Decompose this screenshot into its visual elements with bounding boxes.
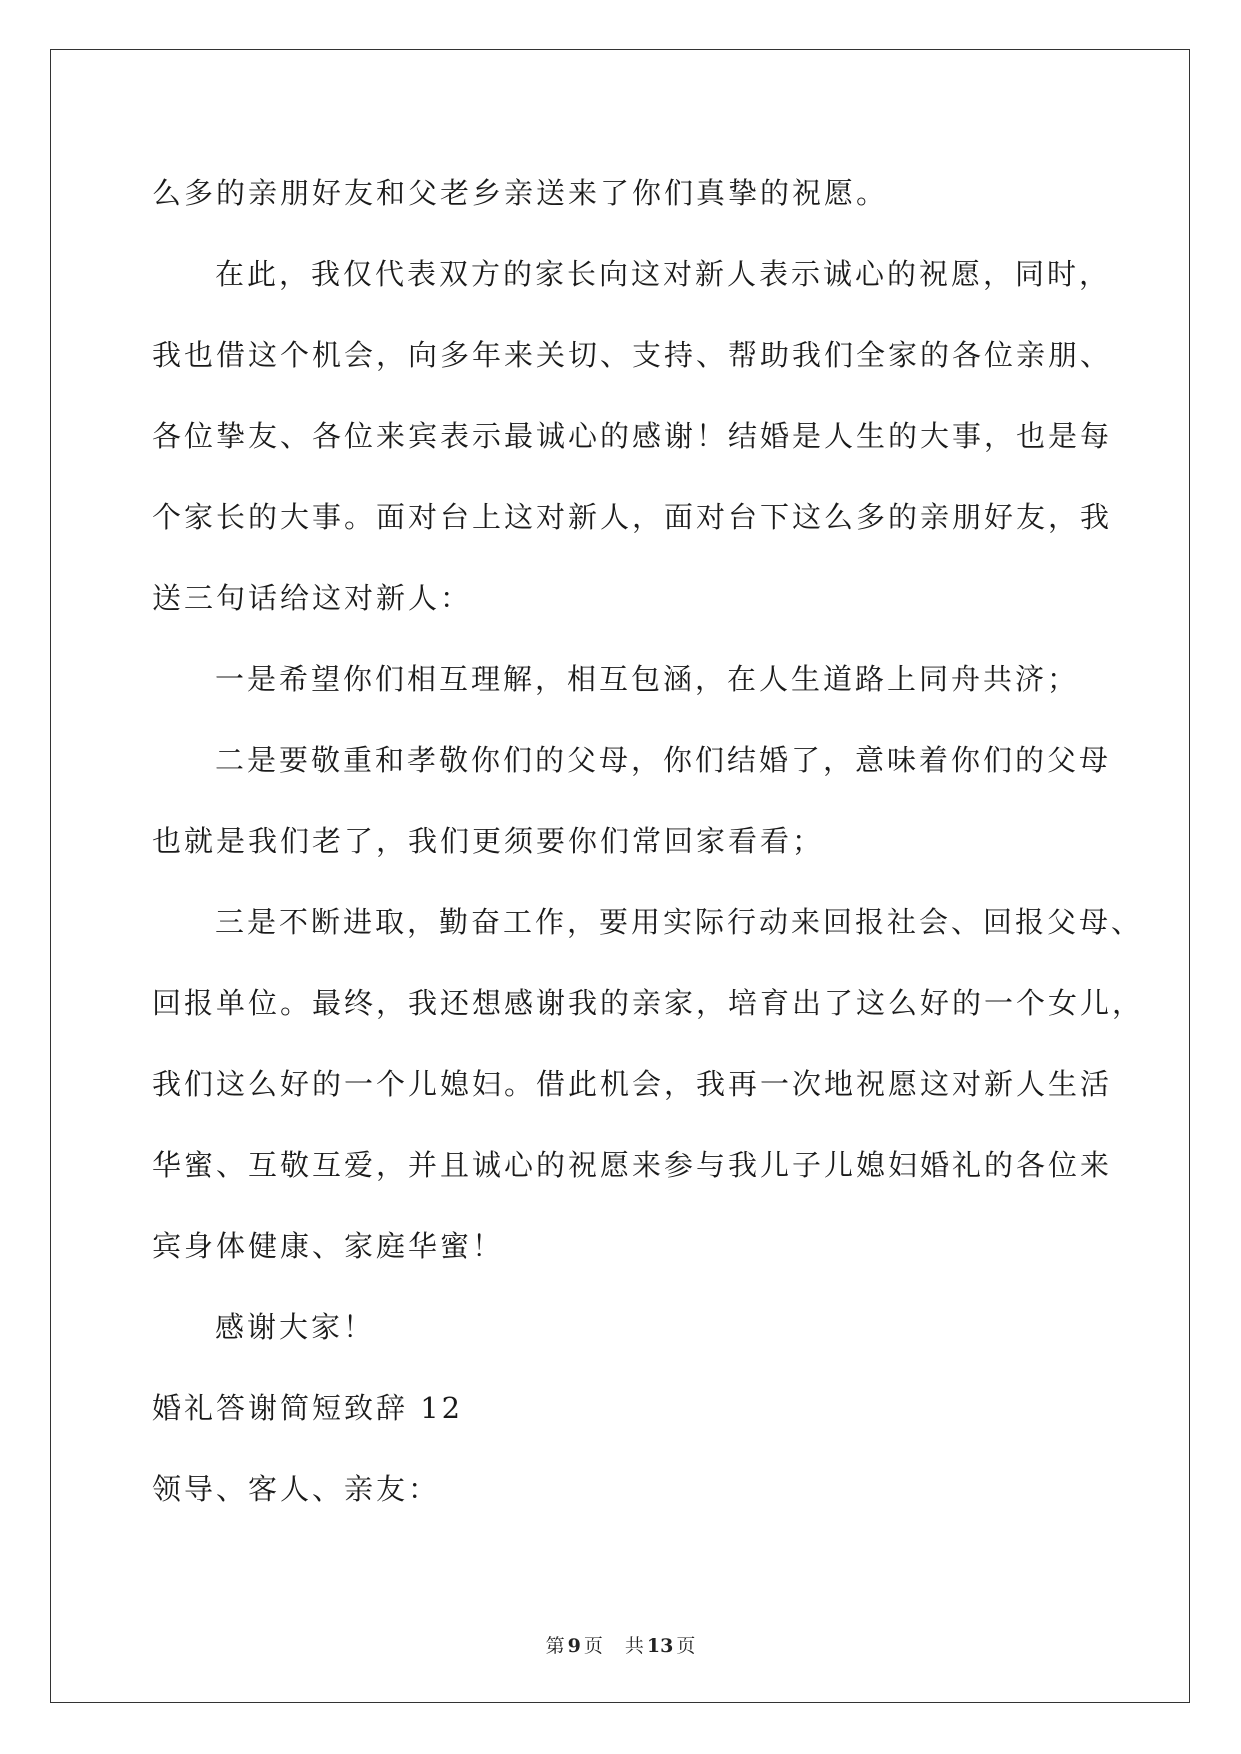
total-suffix: 页: [676, 1635, 696, 1657]
page-border: [50, 49, 1190, 1703]
body-line-15: 感谢大家！: [215, 1310, 376, 1344]
body-line-12: 我们这么好的一个儿媳妇。借此机会，我再一次地祝愿这对新人生活: [152, 1067, 1113, 1101]
total-pages: 13: [646, 1635, 674, 1657]
body-line-2: 在此，我仅代表双方的家长向这对新人表示诚心的祝愿，同时，: [215, 257, 1112, 291]
body-line-1: 么多的亲朋好友和父老乡亲送来了你们真挚的祝愿。: [152, 176, 889, 210]
body-line-10: 三是不断进取，勤奋工作，要用实际行动来回报社会、回报父母、: [215, 905, 1144, 939]
body-line-3: 我也借这个机会，向多年来关切、支持、帮助我们全家的各位亲朋、: [152, 338, 1113, 372]
page-suffix: 页: [583, 1635, 603, 1657]
section-heading: 婚礼答谢简短致辞 12: [152, 1391, 464, 1425]
body-line-7: 一是希望你们相互理解，相互包涵，在人生道路上同舟共济；: [215, 662, 1080, 696]
page-number: 9: [567, 1635, 581, 1657]
salutation-line: 领导、客人、亲友：: [152, 1472, 441, 1506]
body-line-6: 送三句话给这对新人：: [152, 581, 473, 615]
body-line-11: 回报单位。最终，我还想感谢我的亲家，培育出了这么好的一个女儿，: [152, 986, 1145, 1020]
body-line-14: 宾身体健康、家庭华蜜！: [152, 1229, 505, 1263]
body-line-9: 也就是我们老了，我们更须要你们常回家看看；: [152, 824, 825, 858]
body-line-5: 个家长的大事。面对台上这对新人，面对台下这么多的亲朋好友，我: [152, 500, 1113, 534]
page-prefix: 第: [545, 1635, 565, 1657]
body-line-4: 各位挚友、各位来宾表示最诚心的感谢！结婚是人生的大事，也是每: [152, 419, 1113, 453]
total-prefix: 共: [624, 1635, 644, 1657]
body-line-8: 二是要敬重和孝敬你们的父母，你们结婚了，意味着你们的父母: [215, 743, 1112, 777]
body-line-13: 华蜜、互敬互爱，并且诚心的祝愿来参与我儿子儿媳妇婚礼的各位来: [152, 1148, 1113, 1182]
page-footer: [0, 1634, 1241, 1658]
